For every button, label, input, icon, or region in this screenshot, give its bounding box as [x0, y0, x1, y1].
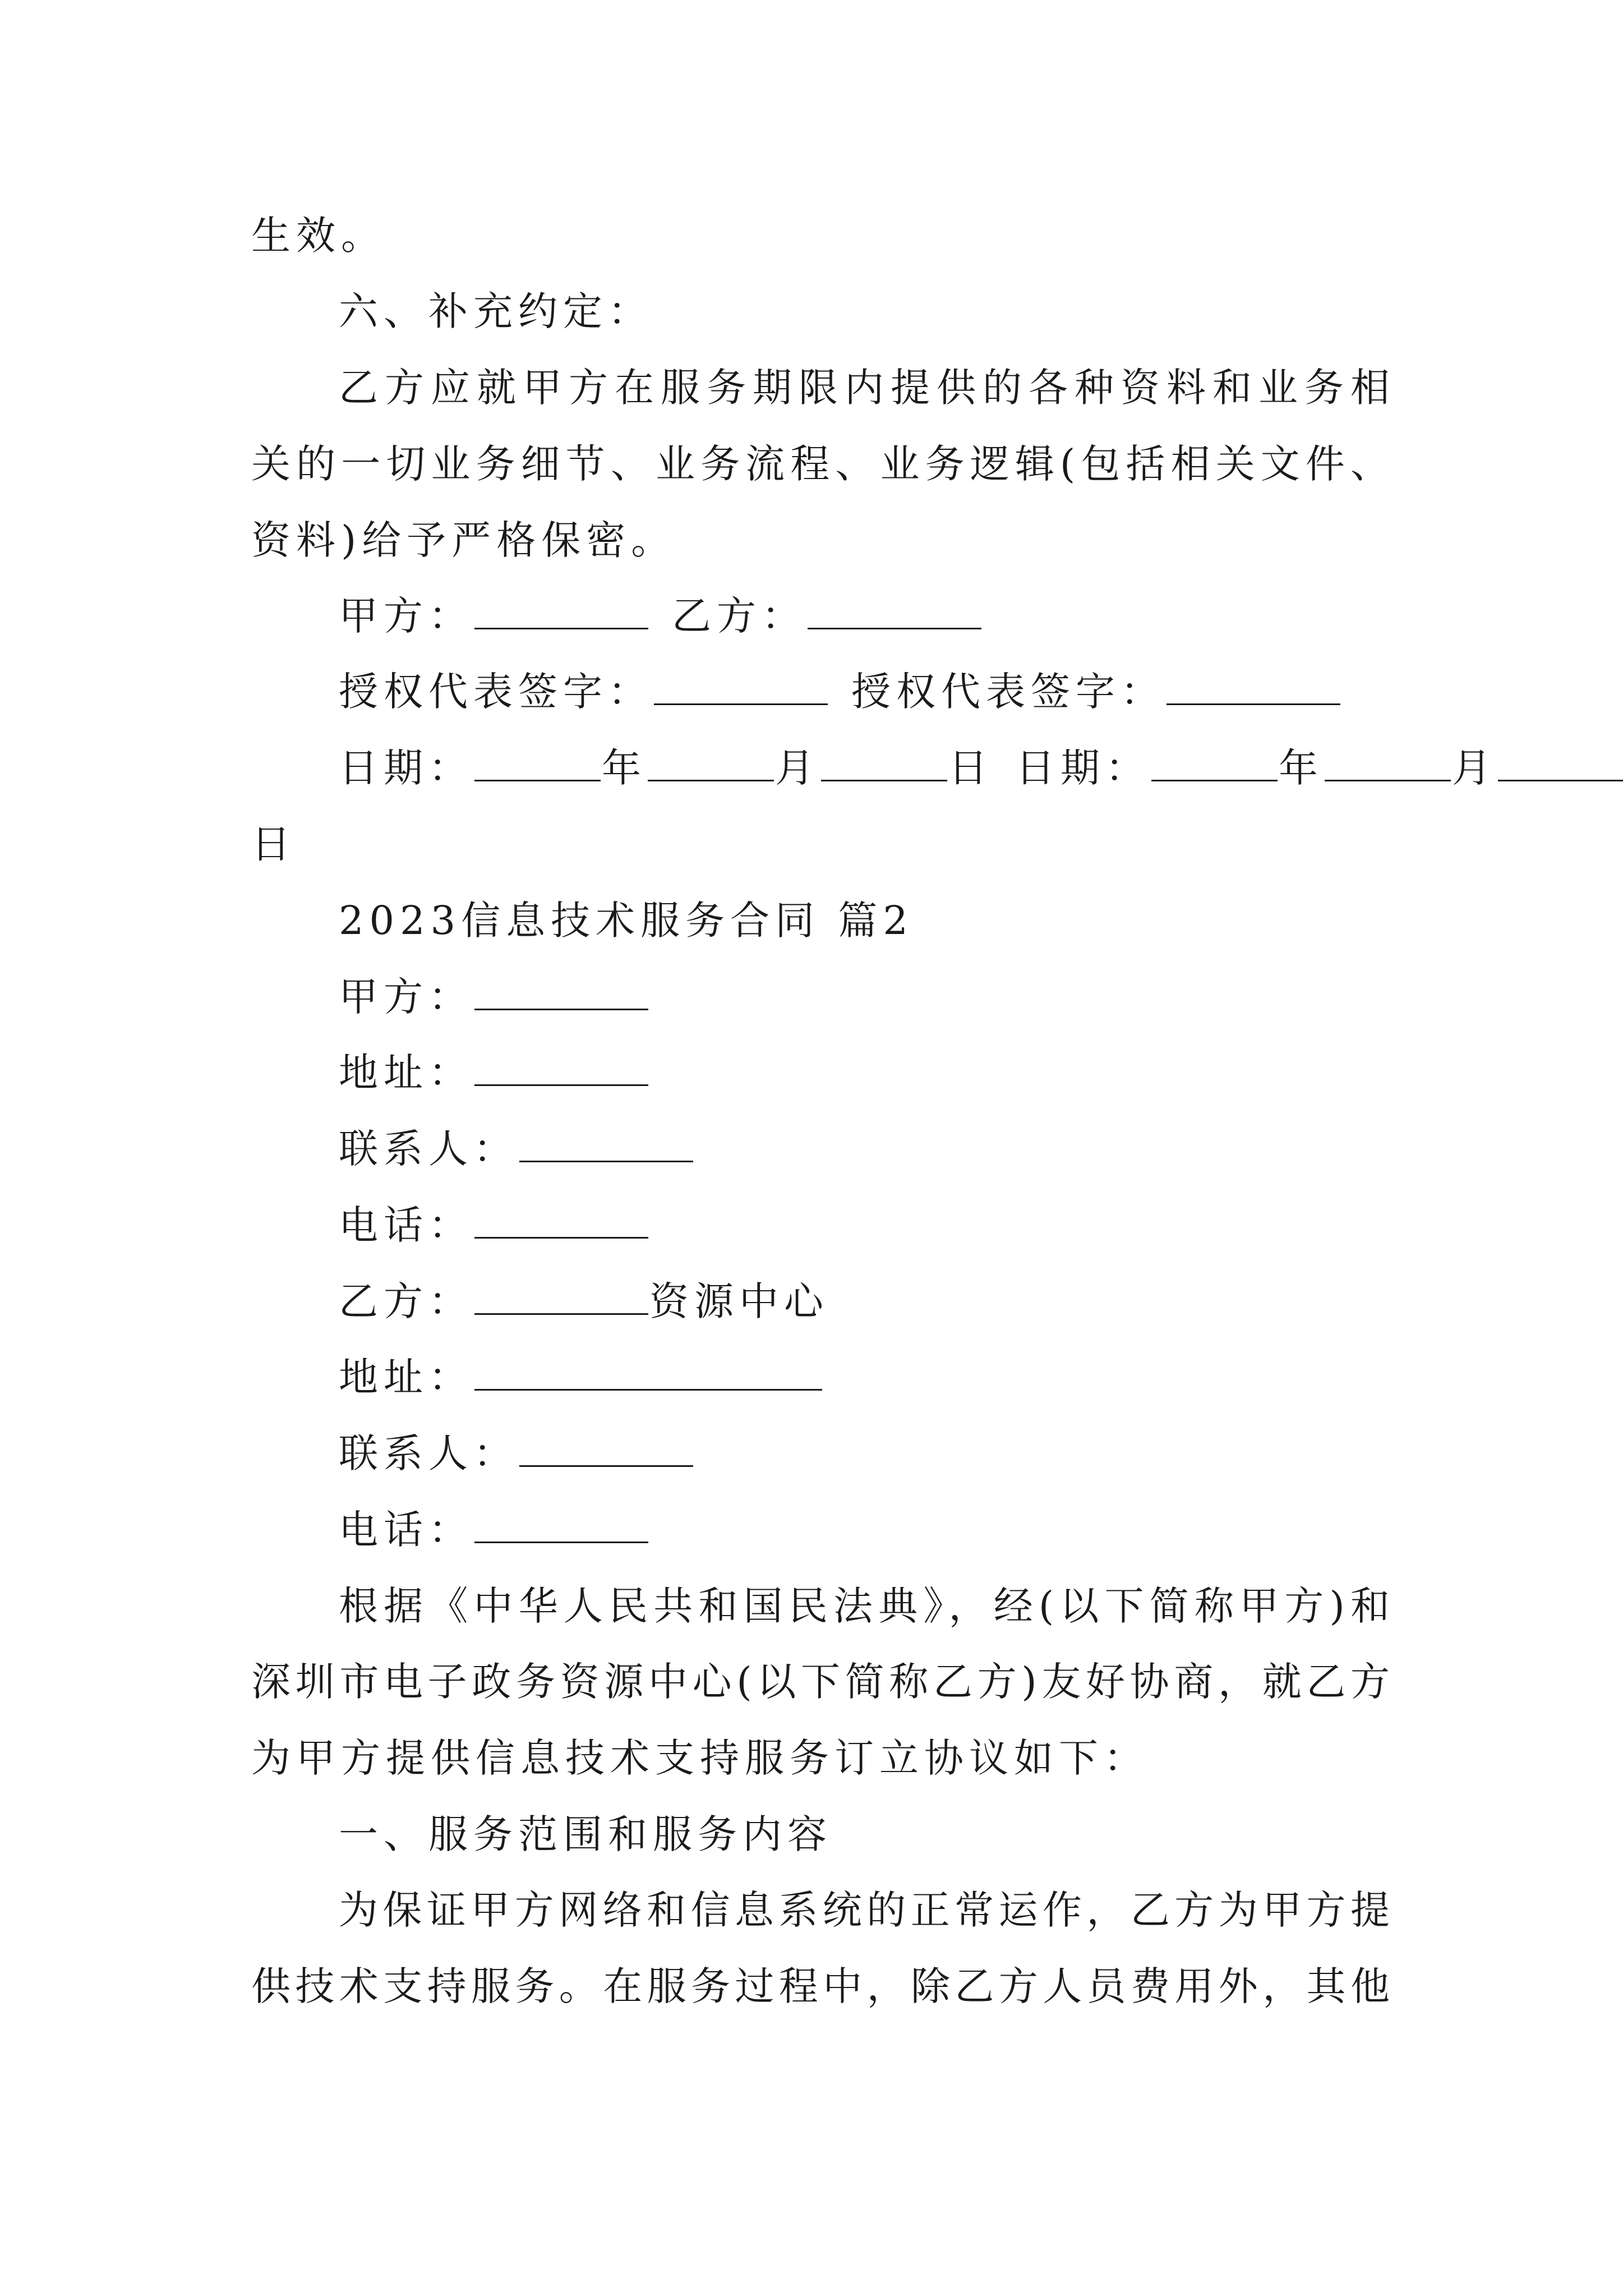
confidentiality-text-3: 资料)给予严格保密。: [251, 517, 676, 563]
date-b-month-blank: [1325, 745, 1451, 781]
date-b-month: 月: [1452, 745, 1497, 791]
party-b-name-suffix: 资源中心: [649, 1278, 829, 1324]
date-a-year-blank: [474, 745, 601, 781]
party-a-address-label: 地址：: [339, 1050, 473, 1096]
party-b-sign-blank: [808, 593, 981, 629]
preamble-text-3: 为甲方提供信息技术支持服务订立协议如下：: [251, 1735, 1149, 1781]
party-a-phone-blank: [474, 1202, 648, 1239]
party-b-sign-label: 乙方：: [672, 593, 806, 639]
party-b-phone-line: [339, 1503, 1477, 1557]
date-a-month-blank: [648, 745, 774, 781]
party-b-contact-blank: [519, 1430, 693, 1467]
party-b-address-blank: [474, 1354, 822, 1391]
preamble-line-2: [251, 1655, 1390, 1709]
party-a-name-blank: [474, 974, 648, 1010]
date-a-day: 日: [948, 745, 993, 791]
line-effective: [251, 209, 1390, 263]
section-1-title: [339, 1807, 1477, 1861]
rep-b-label: 授权代表签字：: [851, 669, 1165, 715]
party-b-address-label: 地址：: [339, 1354, 473, 1400]
rep-b-blank: [1166, 669, 1340, 705]
party-a-name-line: [339, 970, 1477, 1024]
contract-2-heading: 2023信息技术服务合同 篇2: [339, 898, 914, 944]
confidentiality-line-1: [339, 361, 1390, 415]
section-1-heading: 一、服务范围和服务内容: [339, 1811, 832, 1857]
party-a-address-blank: [474, 1050, 648, 1086]
date-b-day: 日: [251, 821, 296, 867]
section-6-heading: 六、补充约定：: [339, 288, 653, 334]
date-line: [339, 741, 1497, 795]
preamble-text-2: 深圳市电子政务资源中心(以下简称乙方)友好协商，就乙方: [251, 1659, 1390, 1705]
signature-parties-line: [339, 589, 1477, 643]
signature-rep-line: [339, 665, 1477, 719]
confidentiality-text-1: 乙方应就甲方在服务期限内提供的各种资料和业务相: [339, 365, 1390, 411]
party-a-sign-blank: [474, 593, 648, 629]
preamble-line-1: [339, 1579, 1390, 1633]
rep-a-label: 授权代表签字：: [339, 669, 653, 715]
preamble-line-3: [251, 1731, 1390, 1785]
effective-text: 生效。: [251, 213, 386, 259]
preamble-text-1: 根据《中华人民共和国民法典》，经(以下简称甲方)和: [339, 1583, 1390, 1629]
date-a-year: 年: [602, 745, 647, 791]
date-b-year: 年: [1279, 745, 1324, 791]
party-a-address-line: [339, 1046, 1477, 1099]
date-a-day-blank: [821, 745, 947, 781]
date-b-day-blank: [1498, 745, 1623, 781]
section-1-text-1: 为保证甲方网络和信息系统的正常运作，乙方为甲方提: [339, 1887, 1390, 1933]
date-a-month: 月: [775, 745, 820, 791]
date-line-wrap: [251, 817, 1390, 871]
party-b-phone-label: 电话：: [339, 1507, 473, 1553]
section-6-title: [339, 284, 1477, 338]
party-a-name-label: 甲方：: [339, 974, 473, 1020]
party-b-address-line: [339, 1350, 1477, 1404]
confidentiality-line-3: [251, 513, 1390, 567]
confidentiality-line-2: [251, 437, 1390, 491]
party-b-contact-label: 联系人：: [339, 1430, 518, 1476]
party-b-phone-blank: [474, 1507, 648, 1543]
section-1-text-2: 供技术支持服务。在服务过程中，除乙方人员费用外，其他: [251, 1963, 1390, 2009]
date-a-label: 日期：: [339, 745, 473, 791]
date-b-year-blank: [1151, 745, 1278, 781]
party-a-phone-label: 电话：: [339, 1202, 473, 1248]
party-b-contact-line: [339, 1427, 1477, 1480]
section-1-line-1: [339, 1883, 1390, 1937]
party-a-contact-blank: [519, 1126, 693, 1162]
party-a-contact-line: [339, 1122, 1477, 1176]
section-1-line-2: [251, 1959, 1390, 2013]
party-b-name-blank: [474, 1278, 648, 1315]
party-b-name-line: [339, 1274, 1477, 1328]
party-a-sign-label: 甲方：: [339, 593, 473, 639]
party-a-phone-line: [339, 1198, 1477, 1252]
confidentiality-text-2: 关的一切业务细节、业务流程、业务逻辑(包括相关文件、: [251, 441, 1390, 487]
contract-2-title: [339, 894, 1477, 947]
date-b-label: 日期：: [1016, 745, 1150, 791]
party-b-name-label: 乙方：: [339, 1278, 473, 1324]
party-a-contact-label: 联系人：: [339, 1126, 518, 1172]
rep-a-blank: [654, 669, 828, 705]
